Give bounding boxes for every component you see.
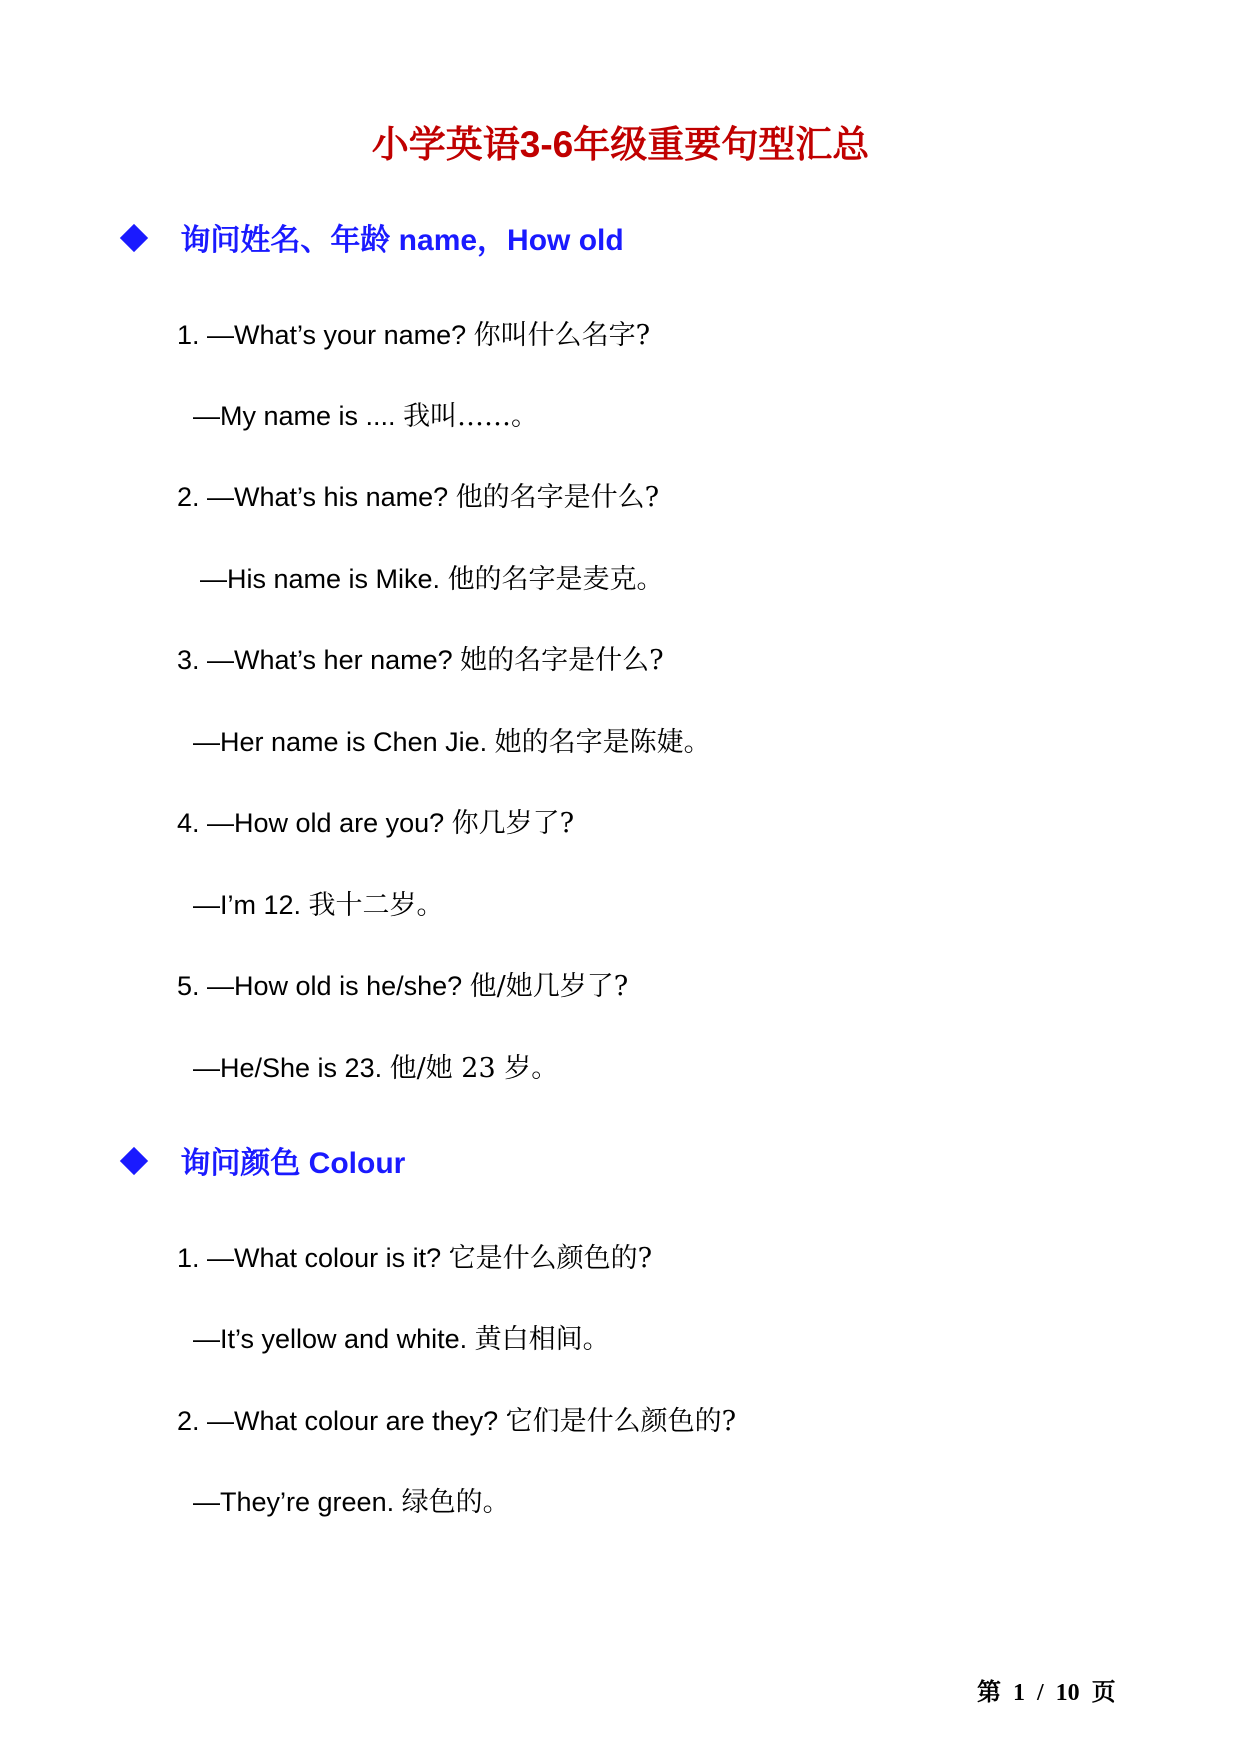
chinese-text: 她的名字是陈婕。: [494, 727, 711, 758]
dialogue-answer: [193, 1050, 558, 1087]
english-text: —I’m 12.: [193, 890, 302, 920]
section-heading-colour: [121, 1143, 405, 1183]
diamond-icon: [120, 224, 148, 252]
diamond-icon: [120, 1147, 148, 1175]
english-text: 2. —What colour are they?: [177, 1406, 499, 1436]
chinese-text: 黄白相间。: [474, 1324, 610, 1355]
dialogue-answer: [200, 561, 664, 598]
chinese-text: 他/她 23 岁。: [389, 1053, 559, 1084]
chinese-text: 你几岁了?: [451, 808, 575, 839]
english-text: —They’re green.: [193, 1487, 395, 1517]
chinese-text: 他的名字是什么?: [455, 482, 660, 513]
english-text: 2. —What’s his name?: [177, 482, 449, 512]
english-text: 5. —How old is he/she?: [177, 971, 463, 1001]
english-text: 4. —How old are you?: [177, 808, 445, 838]
chinese-text: 你叫什么名字?: [473, 320, 651, 351]
section-heading-name-age: [121, 220, 624, 260]
dialogue-answer: [193, 1484, 510, 1521]
dialogue-question: [177, 1240, 652, 1277]
chinese-text: 绿色的。: [401, 1487, 510, 1518]
section-heading-label: 询问颜色 Colour: [180, 1147, 406, 1181]
section-heading-label: 询问姓名、年龄 name，How old: [180, 224, 624, 258]
dialogue-answer: [193, 724, 711, 761]
chinese-text: 我十二岁。: [308, 890, 444, 921]
dialogue-question: [177, 479, 659, 516]
chinese-text: 我叫……。: [403, 401, 539, 432]
dialogue-answer: [193, 1321, 610, 1358]
english-text: 1. —What’s your name?: [177, 320, 467, 350]
dialogue-question: [177, 642, 664, 679]
dialogue-question: [177, 317, 650, 354]
english-text: —My name is ....: [193, 401, 396, 431]
chinese-text: 它们是什么颜色的?: [505, 1406, 737, 1437]
english-text: —Her name is Chen Jie.: [193, 727, 488, 757]
english-text: —It’s yellow and white.: [193, 1324, 468, 1354]
chinese-text: 她的名字是什么?: [460, 645, 664, 676]
english-text: 3. —What’s her name?: [177, 645, 453, 675]
dialogue-question: [177, 805, 574, 842]
dialogue-answer: [193, 887, 444, 924]
english-text: —His name is Mike.: [200, 564, 441, 594]
dialogue-answer: [193, 398, 538, 435]
chinese-text: 它是什么颜色的?: [448, 1243, 653, 1274]
page-title: 小学英语3-6年级重要句型汇总: [371, 124, 870, 165]
chinese-text: 他的名字是麦克。: [447, 564, 664, 595]
dialogue-question: [177, 1403, 736, 1440]
dialogue-question: [177, 968, 628, 1005]
page-number-footer: 第 1 / 10 页: [977, 1680, 1116, 1706]
english-text: —He/She is 23.: [193, 1053, 383, 1083]
english-text: 1. —What colour is it?: [177, 1243, 442, 1273]
chinese-text: 他/她几岁了?: [469, 971, 629, 1002]
